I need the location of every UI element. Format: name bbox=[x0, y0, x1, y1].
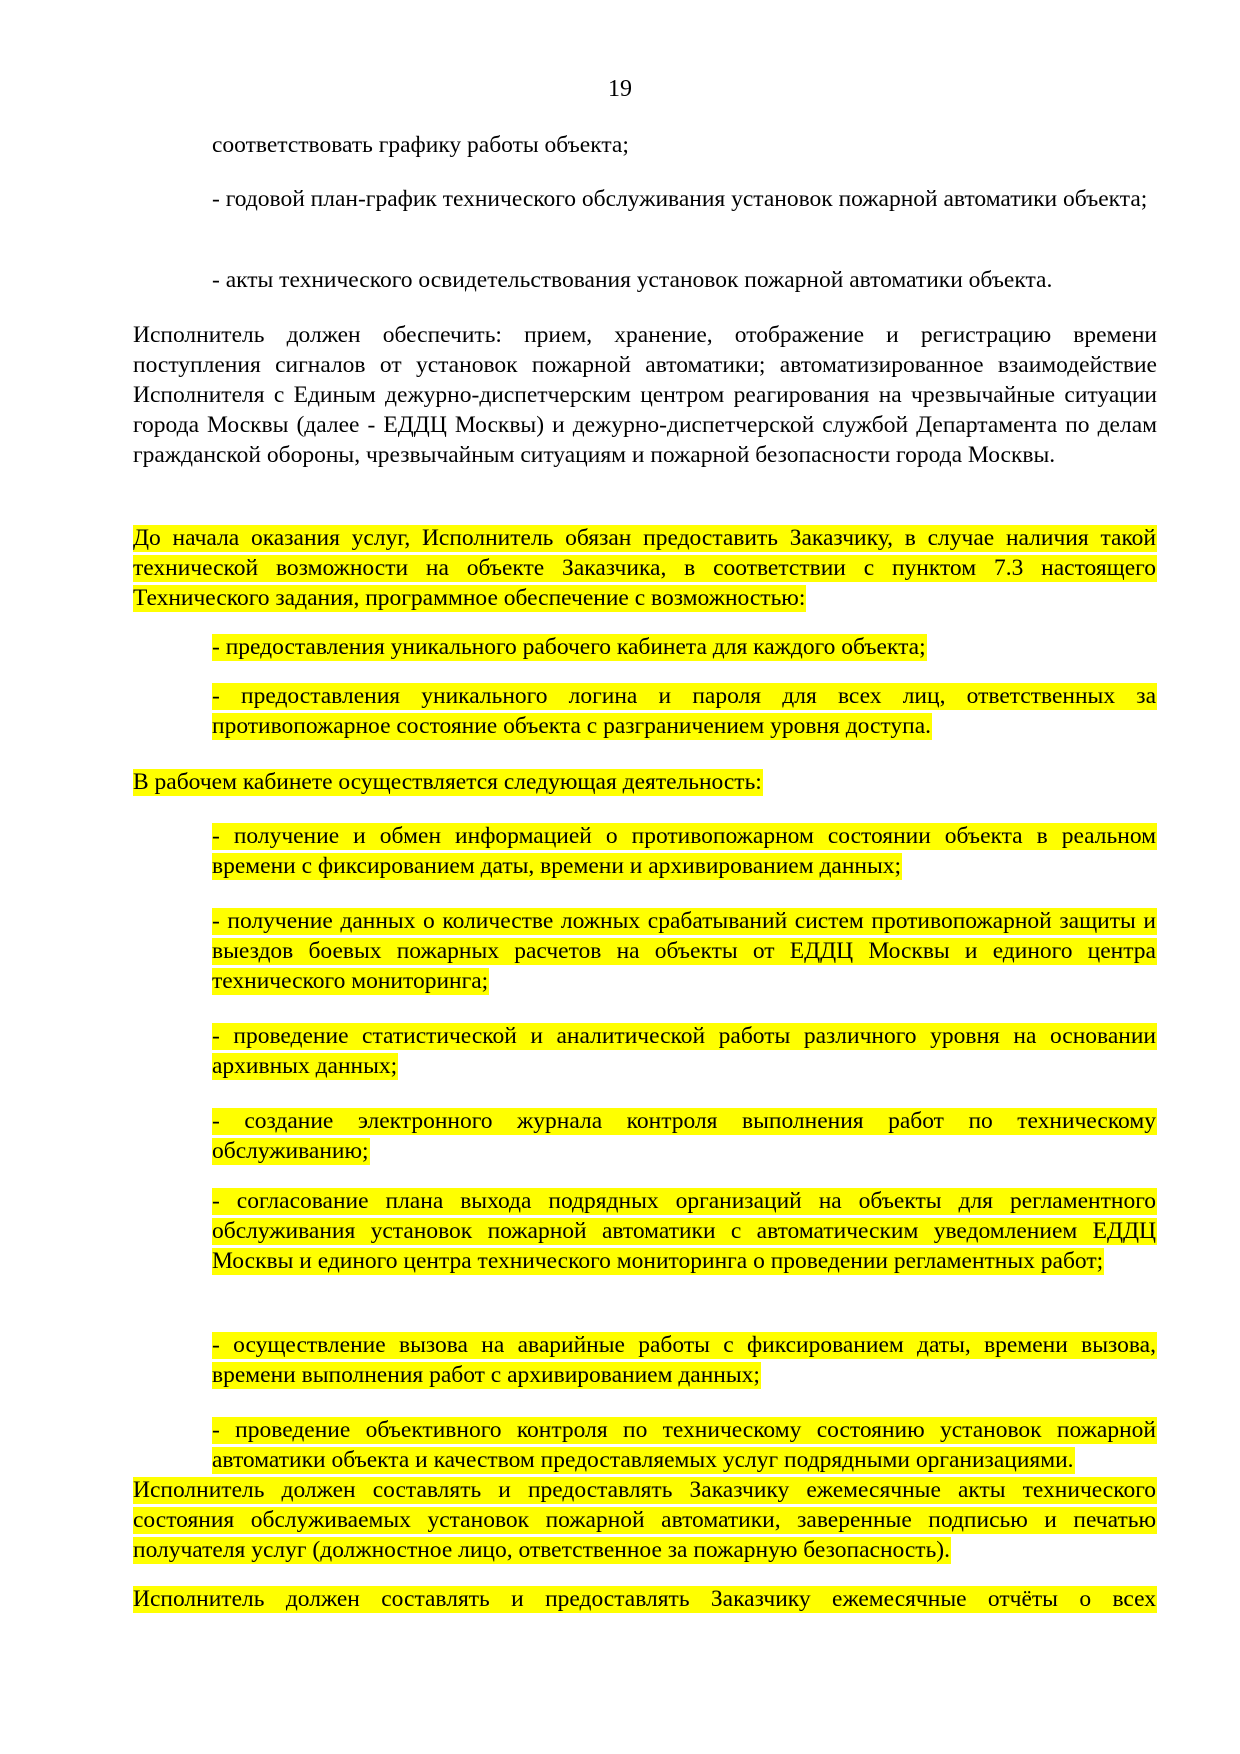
paragraph-contractor-obligations bbox=[133, 320, 1157, 470]
list-item-inspection-acts bbox=[212, 265, 1157, 295]
highlighted-text: - проведение статистической и аналитической работы различного уровня на основании архивных данных; bbox=[212, 1023, 1156, 1079]
list-item-unique-cabinet bbox=[212, 632, 1157, 662]
paragraph-monthly-reports bbox=[133, 1584, 1157, 1614]
list-item-schedule-continuation bbox=[212, 130, 1157, 160]
list-item-contractor-schedule bbox=[212, 1186, 1157, 1276]
highlighted-text: - проведение объективного контроля по техническому состоянию установок пожарной автоматики объекта и качеством предоставляемых услуг подрядными организациями. bbox=[212, 1417, 1156, 1473]
list-item-objective-control bbox=[212, 1415, 1157, 1475]
paragraph-text: соответствовать графику работы объекта; bbox=[212, 132, 629, 158]
list-item-unique-login bbox=[212, 681, 1157, 741]
list-item-electronic-journal bbox=[212, 1106, 1157, 1166]
paragraph-text: - акты технического освидетельствования установок пожарной автоматики объекта. bbox=[212, 267, 1053, 293]
list-item-annual-plan bbox=[212, 184, 1157, 214]
list-item-statistics bbox=[212, 1021, 1157, 1081]
highlighted-text: Исполнитель должен составлять и предоставлять Заказчику ежемесячные акты технического состояния обслуживаемых установок пожарной автоматики, заверенные подписью и печатью получателя услуг (должностное лицо, ответственное за пожарную безопасность). bbox=[133, 1477, 1156, 1563]
highlighted-text: Исполнитель должен составлять и предоставлять Заказчику ежемесячные отчёты о всех bbox=[133, 1586, 1156, 1612]
list-item-false-alarms bbox=[212, 906, 1157, 996]
highlighted-text: - осуществление вызова на аварийные работы с фиксированием даты, времени вызова, времени выполнения работ с архивированием данных; bbox=[212, 1332, 1156, 1388]
paragraph-software-provision bbox=[133, 523, 1157, 613]
paragraph-monthly-acts bbox=[133, 1475, 1157, 1565]
page-number: 19 bbox=[608, 76, 632, 102]
list-item-emergency-call bbox=[212, 1330, 1157, 1390]
paragraph-text: Исполнитель должен обеспечить: прием, хранение, отображение и регистрацию времени поступления сигналов от установок пожарной автоматики; автоматизированное взаимодействие Исполнителя с Единым дежурно-диспетчерским центром реагирования на чрезвычайные ситуации города Москвы (далее - ЕДДЦ Москвы) и дежурно-диспетчерской службой Департамента по делам гражданской обороны, чрезвычайным ситуациям и пожарной безопасности города Москвы. bbox=[133, 322, 1157, 468]
highlighted-text: - согласование плана выхода подрядных организаций на объекты для регламентного обслуживания установок пожарной автоматики с автоматическим уведомлением ЕДДЦ Москвы и единого центра технического мониторинга о проведении регламентных работ; bbox=[212, 1188, 1156, 1274]
highlighted-text: - получение данных о количестве ложных срабатываний систем противопожарной защиты и выездов боевых пожарных расчетов на объекты от ЕДДЦ Москвы и единого центра технического мониторинга; bbox=[212, 908, 1156, 994]
highlighted-text: - получение и обмен информацией о противопожарном состоянии объекта в реальном времени с фиксированием даты, времени и архивированием данных; bbox=[212, 823, 1156, 879]
highlighted-text: - предоставления уникального рабочего кабинета для каждого объекта; bbox=[212, 634, 926, 660]
highlighted-text: В рабочем кабинете осуществляется следующая деятельность: bbox=[133, 769, 762, 795]
paragraph-text: - годовой план-график технического обслуживания установок пожарной автоматики объекта; bbox=[212, 186, 1148, 212]
highlighted-text: До начала оказания услуг, Исполнитель обязан предоставить Заказчику, в случае наличия такой технической возможности на объекте Заказчика, в соответствии с пунктом 7.3 настоящего Технического задания, программное обеспечение с возможностью: bbox=[133, 525, 1156, 611]
paragraph-cabinet-activities bbox=[133, 767, 1157, 797]
list-item-realtime-info bbox=[212, 821, 1157, 881]
highlighted-text: - предоставления уникального логина и пароля для всех лиц, ответственных за противопожарное состояние объекта с разграничением уровня доступа. bbox=[212, 683, 1156, 739]
highlighted-text: - создание электронного журнала контроля выполнения работ по техническому обслуживанию; bbox=[212, 1108, 1156, 1164]
